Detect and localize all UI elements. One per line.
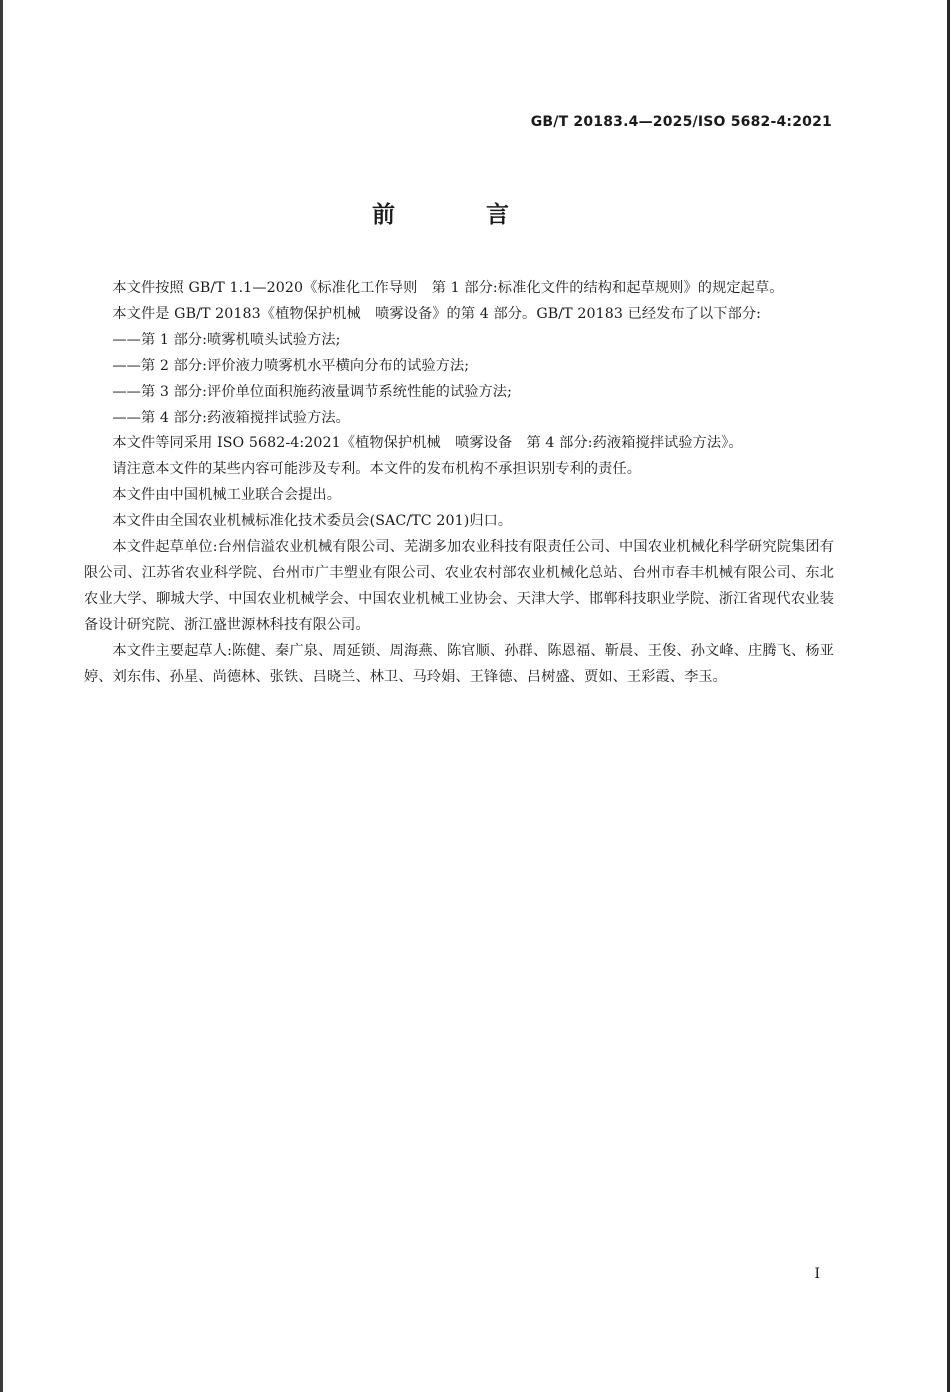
list-item-part-4: ——第 4 部分:药液箱搅拌试验方法。	[112, 409, 350, 426]
paragraph-committee: 本文件由全国农业机械标准化技术委员会(SAC/TC 201)归口。	[112, 513, 513, 530]
paragraph-proposer: 本文件由中国机械工业联合会提出。	[112, 487, 341, 504]
page-number: I	[814, 1266, 820, 1282]
page-title: 前 言	[372, 202, 543, 228]
paragraph-drafting-rules: 本文件按照 GB/T 1.1—2020《标准化工作导则 第 1 部分:标准化文件的结构和起草规则》的规定起草。	[112, 280, 784, 296]
list-item-part-2: ——第 2 部分:评价液力喷雾机水平横向分布的试验方法;	[112, 357, 470, 374]
list-item-part-1: ——第 1 部分:喷雾机喷头试验方法;	[112, 331, 341, 348]
paragraph-drafters: 本文件主要起草人:陈健、秦广泉、周延锁、周海燕、陈官顺、孙群、陈恩福、靳晨、王俊、孙文峰、庄腾飞、杨亚婷、刘东伟、孙星、尚德林、张铁、吕晓兰、林卫、马玲娟、王锋德、吕树盛、贾如、王彩霞、李玉。	[84, 642, 834, 685]
paragraph-series-parts: 本文件是 GB/T 20183《植物保护机械 喷雾设备》的第 4 部分。GB/T 20183 已经发布了以下部分:	[112, 305, 762, 322]
paragraph-drafting-units: 本文件起草单位:台州信溢农业机械有限公司、芜湖多加农业科技有限责任公司、中国农业机械化科学研究院集团有限公司、江苏省农业科学院、台州市广丰塑业有限公司、农业农村部农业机械化总站、台州市春丰机械有限公司、东北农业大学、聊城大学、中国农业机械学会、中国农业机械工业协会、天津大学、邯郸科技职业学院、浙江省现代农业装备设计研究院、浙江盛世源林科技有限公司。	[84, 539, 834, 633]
standard-number-header: GB/T 20183.4—2025/ISO 5682-4:2021	[530, 114, 832, 130]
list-item-part-3: ——第 3 部分:评价单位面积施药液量调节系统性能的试验方法;	[112, 383, 512, 400]
paragraph-iso-adoption: 本文件等同采用 ISO 5682-4:2021《植物保护机械 喷雾设备 第 4 部分:药液箱搅拌试验方法》。	[112, 435, 743, 452]
foreword-body	[84, 276, 834, 691]
paragraph-patent-notice: 请注意本文件的某些内容可能涉及专利。本文件的发布机构不承担识别专利的责任。	[112, 461, 642, 478]
